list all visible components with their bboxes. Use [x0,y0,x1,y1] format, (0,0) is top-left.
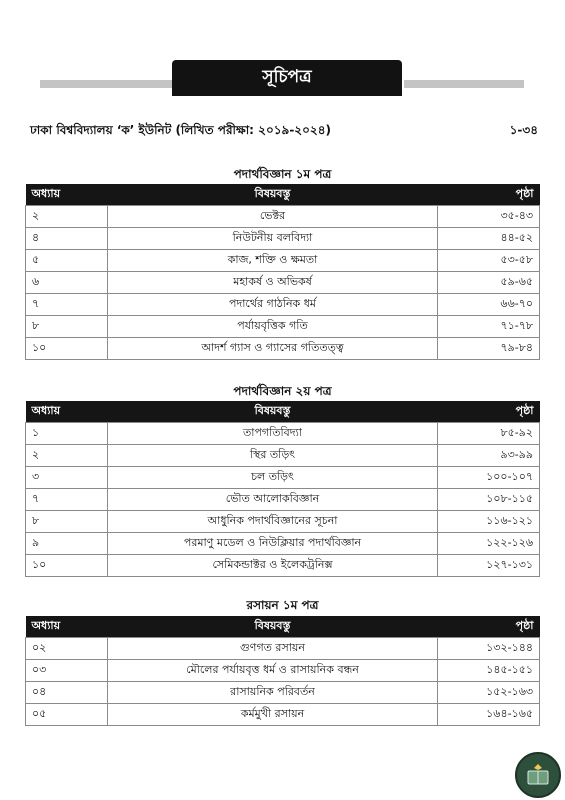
page-cell: ১৫২-১৬৩ [438,682,540,704]
page-cell: ৫৯-৬৫ [438,272,540,294]
column-header-chapter: অধ্যায় [26,616,108,638]
intro-pages: ১-৩৪ [509,123,538,137]
topic-cell: কাজ, শক্তি ও ক্ষমতা [108,250,438,272]
table-row [26,250,540,272]
page-cell: ১৪৫-১৫১ [438,660,540,682]
page-title: সূচিপত্র [172,60,402,96]
topic-cell: নিউটনীয় বলবিদ্যা [108,228,438,250]
column-header-page: পৃষ্ঠা [438,184,540,206]
topic-cell: আদর্শ গ্যাস ও গ্যাসের গতিতত্ত্ব [108,338,438,360]
chapter-cell: ১০ [26,338,108,360]
chapter-cell: ৭ [26,294,108,316]
page-cell: ৪৪-৫২ [438,228,540,250]
column-header-topic: বিষয়বস্তু [108,401,438,423]
chapter-cell: ৫ [26,250,108,272]
chapter-cell: ৩ [26,467,108,489]
table-row [26,682,540,704]
table-row [26,445,540,467]
toc-table-physics-2 [25,401,540,577]
table-row [26,660,540,682]
table-row [26,511,540,533]
chapter-cell: ৮ [26,511,108,533]
topic-cell: পর্যায়বৃত্তিক গতি [108,316,438,338]
chapter-cell: ০৩ [26,660,108,682]
section-title-physics-1: পদার্থবিজ্ঞান ১ম পত্র [233,167,332,181]
chapter-cell: ২ [26,445,108,467]
header-rule-left [40,80,180,88]
page-cell: ৩৫-৪৩ [438,206,540,228]
section-title-physics-2: পদার্থবিজ্ঞান ২য় পত্র [233,384,332,398]
topic-cell: মহাকর্ষ ও অভিকর্ষ [108,272,438,294]
table-header-row [26,401,540,423]
topic-cell: আধুনিক পদার্থবিজ্ঞানের সূচনা [108,511,438,533]
table-row [26,638,540,660]
chapter-cell: ০৫ [26,704,108,726]
book-icon [525,762,551,788]
page-cell: ৫৩-৫৮ [438,250,540,272]
page-cell: ৮৫-৯২ [438,423,540,445]
table-header-row [26,616,540,638]
table-row [26,228,540,250]
table-header-row [26,184,540,206]
chapter-cell: ৮ [26,316,108,338]
column-header-topic: বিষয়বস্তু [108,616,438,638]
chapter-cell: ২ [26,206,108,228]
topic-cell: চল তড়িৎ [108,467,438,489]
page-cell: ১৩২-১৪৪ [438,638,540,660]
table-row [26,294,540,316]
page-cell: ১২৭-১৩১ [438,555,540,577]
chapter-cell: ৬ [26,272,108,294]
topic-cell: ভৌত আলোকবিজ্ঞান [108,489,438,511]
table-row [26,206,540,228]
topic-cell: ভেক্টর [108,206,438,228]
intro-line [30,122,538,142]
page-cell: ৬৬-৭০ [438,294,540,316]
table-row [26,316,540,338]
topic-cell: স্থির তড়িৎ [108,445,438,467]
toc-table-chemistry-1 [25,616,540,726]
chapter-cell: ০২ [26,638,108,660]
topic-cell: কর্মমুখী রসায়ন [108,704,438,726]
column-header-chapter: অধ্যায় [26,401,108,423]
chapter-cell: ০৪ [26,682,108,704]
page-cell: ৭১-৭৮ [438,316,540,338]
column-header-page: পৃষ্ঠা [438,401,540,423]
table-row [26,489,540,511]
header-rule-right [404,80,524,88]
chapter-cell: ১ [26,423,108,445]
table-row [26,272,540,294]
table-row [26,704,540,726]
topic-cell: পরমাণু মডেল ও নিউক্লিয়ার পদার্থবিজ্ঞান [108,533,438,555]
table-row [26,555,540,577]
page-cell: ১০৮-১১৫ [438,489,540,511]
publisher-logo [515,752,561,798]
table-row [26,467,540,489]
topic-cell: পদার্থের গাঠনিক ধর্ম [108,294,438,316]
page-cell: ১২২-১২৬ [438,533,540,555]
toc-table-physics-1 [25,184,540,360]
topic-cell: মৌলের পর্যায়বৃত্ত ধর্ম ও রাসায়নিক বন্ধন [108,660,438,682]
topic-cell: গুণগত রসায়ন [108,638,438,660]
section-title-chemistry-1: রসায়ন ১ম পত্র [246,598,319,612]
table-row [26,423,540,445]
topic-cell: সেমিকন্ডাক্টর ও ইলেকট্রনিক্স [108,555,438,577]
page-cell: ৭৯-৮৪ [438,338,540,360]
column-header-chapter: অধ্যায় [26,184,108,206]
chapter-cell: ৭ [26,489,108,511]
topic-cell: তাপগতিবিদ্যা [108,423,438,445]
table-row [26,533,540,555]
column-header-topic: বিষয়বস্তু [108,184,438,206]
page-cell: ১০০-১০৭ [438,467,540,489]
column-header-page: পৃষ্ঠা [438,616,540,638]
intro-label: ঢাকা বিশ্ববিদ্যালয় ‘ক’ ইউনিট (লিখিত পরীক্ষা: ২০১৯-২০২৪) [30,123,331,137]
table-row [26,338,540,360]
topic-cell: রাসায়নিক পরিবর্তন [108,682,438,704]
chapter-cell: ৯ [26,533,108,555]
chapter-cell: ১০ [26,555,108,577]
chapter-cell: ৪ [26,228,108,250]
page-cell: ৯৩-৯৯ [438,445,540,467]
page-cell: ১৬৪-১৬৫ [438,704,540,726]
page-cell: ১১৬-১২১ [438,511,540,533]
